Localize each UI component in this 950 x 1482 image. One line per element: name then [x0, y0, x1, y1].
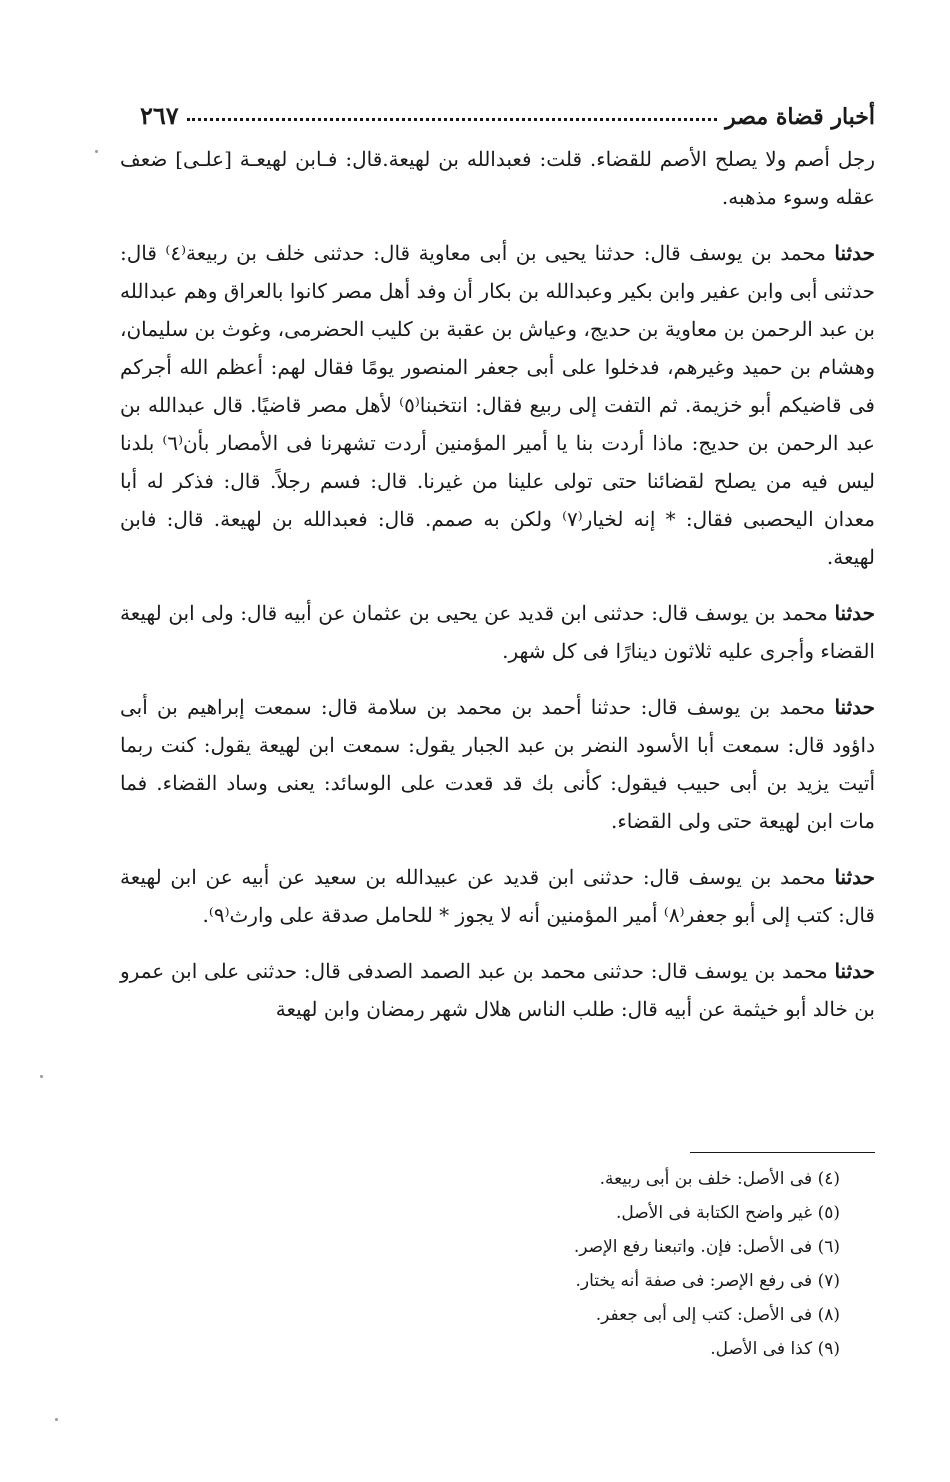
- paragraph-text: محمد بن يوسف قال: حدثنا أحمد بن محمد بن سلامة قال: سمعت إبراهيم بن أبى داؤود قال: سمعت أبا الأسود النضر بن عبد الجبار يقول: سمعت ابن لهيعة يقول: كنت ربما أتيت يزيد بن أبى حبيب فيقول: كأنى بك قد قعدت على الوسائد: يعنى وساد القضاء. فما مات ابن لهيعة حتى ولى القضاء.: [120, 695, 875, 833]
- paragraph: [120, 688, 875, 840]
- paragraph: [120, 234, 875, 576]
- paragraph-text: محمد بن يوسف قال: حدثنى ابن قديد عن عبيدالله بن سعيد عن أبيه عن ابن لهيعة قال: كتب إلى أبو جعفر⁽٨⁾ أمير المؤمنين أنه لا يجوز * للحامل صدقة على وارث⁽٩⁾.: [120, 865, 875, 927]
- footnote: (٨) فى الأصل: كتب إلى أبى جعفر.: [595, 1305, 840, 1325]
- paragraph: [120, 594, 875, 670]
- footnote-divider: [690, 1152, 875, 1153]
- paragraph: [120, 858, 875, 934]
- paragraph: [120, 952, 875, 1028]
- main-text: [120, 140, 875, 1046]
- page-number: ٢٦٧: [140, 101, 179, 130]
- footnote: (٥) غير واضح الكتابة فى الأصل.: [615, 1203, 840, 1223]
- paragraph-lead: حدثنا: [834, 695, 875, 719]
- footnote: (٤) فى الأصل: خلف بن أبى ربيعة.: [599, 1169, 840, 1189]
- paragraph-text: محمد بن يوسف قال: حدثنا يحيى بن أبى معاوية قال: حدثنى خلف بن ربيعة⁽٤⁾ قال: حدثنى أبى وابن عفير وابن بكير وعبدالله بن بكار أن وفد أهل مصر كانوا بالعراق وهم عبدالله بن عبد الرحمن بن معاوية بن حديج، وعياش بن عقبة بن كليب الحضرمى، وغوث بن سليمان، وهشام بن حميد وغيرهم، فدخلوا على أبى جعفر المنصور يومًا فقال لهم: أعظم الله أجركم فى قاضيكم أبو خزيمة. ثم التفت إلى ربيع فقال: انتخبنا⁽٥⁾ لأهل مصر قاضيًا. قال عبدالله بن عبد الرحمن بن حديج: ماذا أردت بنا يا أمير المؤمنين أردت تشهرنا فى الأمصار بأن⁽٦⁾ بلدنا ليس فيه من يصلح لقضائنا حتى تولى علينا من غيرنا. قال: فسم رجلاً. قال: فذكر له أبا معدان اليحصبى فقال: * إنه لخيار⁽٧⁾ ولكن به صمم. قال: فعبدالله بن لهيعة. قال: فابن لهيعة.: [120, 241, 875, 569]
- footnote: (٦) فى الأصل: فإن. واتبعنا رفع الإصر.: [573, 1237, 840, 1257]
- paragraph-text: محمد بن يوسف قال: حدثنى ابن قديد عن يحيى بن عثمان عن أبيه قال: ولى ابن لهيعة القضاء وأجرى عليه ثلاثون دينارًا فى كل شهر.: [120, 601, 875, 663]
- footnotes: [300, 1162, 840, 1366]
- book-title: أخبار قضاة مصر: [725, 104, 875, 130]
- footnote: (٧) فى رفع الإصر: فى صفة أنه يختار.: [575, 1271, 840, 1291]
- scan-speck: [40, 1075, 43, 1078]
- paragraph-lead: حدثنا: [834, 241, 875, 265]
- header-dot-leader: [187, 114, 718, 121]
- footnote: (٩) كذا فى الأصل.: [710, 1339, 840, 1359]
- paragraph-lead: حدثنا: [834, 601, 875, 625]
- paragraph-lead: حدثنا: [834, 865, 875, 889]
- paragraph-text: رجل أصم ولا يصلح الأصم للقضاء. قلت: فعبدالله بن لهيعة.قال: فـابن لهيعـة [علـى] ضعف عقله وسوء مذهبه.: [120, 147, 875, 209]
- scan-speck: [55, 1418, 58, 1421]
- paragraph-text: محمد بن يوسف قال: حدثنى محمد بن عبد الصمد الصدفى قال: حدثنى على ابن عمرو بن خالد أبو خيثمة عن أبيه قال: طلب الناس هلال شهر رمضان وابن لهيعة: [120, 959, 875, 1021]
- paragraph-lead: حدثنا: [834, 959, 875, 983]
- scan-speck: [95, 150, 98, 153]
- running-header: [140, 88, 875, 130]
- paragraph: [120, 140, 875, 216]
